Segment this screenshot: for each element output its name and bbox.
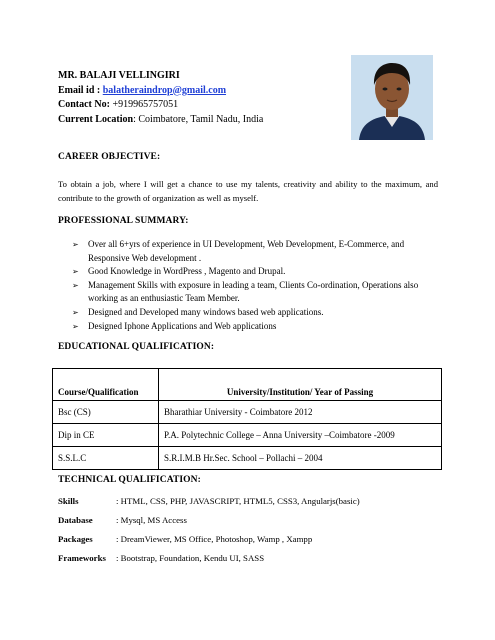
arrow-right-icon: ➢ <box>72 240 79 249</box>
course-cell: Bsc (CS) <box>53 401 159 424</box>
education-table <box>52 368 442 470</box>
skill-value: : HTML, CSS, PHP, JAVASCRIPT, HTML5, CSS3, Angularjs(basic) <box>116 496 360 506</box>
skill-label: Frameworks <box>58 553 106 563</box>
table-row <box>53 447 442 470</box>
list-item <box>72 306 442 320</box>
email-label: Email id : <box>58 84 103 96</box>
course-cell: Dip in CE <box>53 424 159 447</box>
skill-label: Database <box>58 515 93 525</box>
person-photo-icon <box>351 55 433 140</box>
list-item <box>72 238 442 265</box>
table-header-row <box>53 369 442 401</box>
email-line <box>58 84 263 99</box>
university-cell: Bharathiar University - Coimbatore 2012 <box>159 401 442 424</box>
contact-number: +919965757051 <box>112 99 179 110</box>
list-item <box>72 320 442 334</box>
location-line <box>58 113 263 128</box>
list-item <box>72 265 442 279</box>
summary-heading: PROFESSIONAL SUMMARY: <box>58 216 189 226</box>
summary-item-text: Over all 6+yrs of experience in UI Development, Web Development, E-Commerce, and Responsive Web development . <box>88 239 405 263</box>
summary-item-text: Management Skills with exposure in leading a team, Clients Co-ordination, Operations also working as an enthusiastic Team Member. <box>88 279 419 304</box>
table-row <box>53 401 442 424</box>
column-header-university: University/Institution/ Year of Passing <box>159 369 442 401</box>
technical-heading: TECHNICAL QUALIFICATION: <box>58 475 201 485</box>
location-value: : Coimbatore, Tamil Nadu, India <box>133 113 264 125</box>
skill-value: : DreamViewer, MS Office, Photoshop, Wamp , Xampp <box>116 534 313 544</box>
candidate-name: MR. BALAJI VELLINGIRI <box>58 70 180 81</box>
summary-item-text: Designed and Developed many windows based web applications. <box>88 306 324 317</box>
skill-label: Packages <box>58 534 93 544</box>
arrow-right-icon: ➢ <box>72 267 79 277</box>
course-cell: S.S.L.C <box>53 447 159 470</box>
skill-value: : Mysql, MS Access <box>116 515 187 525</box>
arrow-right-icon: ➢ <box>72 280 79 290</box>
skill-value: : Bootstrap, Foundation, Kendu UI, SASS <box>116 553 265 563</box>
summary-list <box>72 238 442 333</box>
career-heading: CAREER OBJECTIVE: <box>58 152 161 162</box>
email-link[interactable]: balatheraindrop@gmail.com <box>102 84 227 96</box>
table-row <box>53 424 442 447</box>
summary-item-text: Designed Iphone Applications and Web applications <box>88 320 277 331</box>
education-heading: EDUCATIONAL QUALIFICATION: <box>58 342 215 352</box>
university-cell: S.R.I.M.B Hr.Sec. School – Pollachi – 2004 <box>159 447 442 470</box>
skill-label: Skills <box>58 496 79 506</box>
column-header-course: Course/Qualification <box>53 369 159 401</box>
list-item <box>72 279 442 306</box>
contact-line <box>58 98 263 113</box>
university-cell: P.A. Polytechnic College – Anna University –Coimbatore -2009 <box>159 424 442 447</box>
contact-header <box>58 69 263 127</box>
career-text: To obtain a job, where I will get a chance to use my talents, creativity and ability to the maximum, and contribute to the growth of organization as well as myself. <box>58 179 438 203</box>
location-label: Current Location <box>58 113 134 125</box>
arrow-right-icon: ➢ <box>72 307 79 317</box>
profile-photo <box>351 55 433 140</box>
summary-item-text: Good Knowledge in WordPress , Magento and Drupal. <box>88 266 286 277</box>
arrow-right-icon: ➢ <box>72 321 79 331</box>
contact-label: Contact No: <box>58 99 113 110</box>
